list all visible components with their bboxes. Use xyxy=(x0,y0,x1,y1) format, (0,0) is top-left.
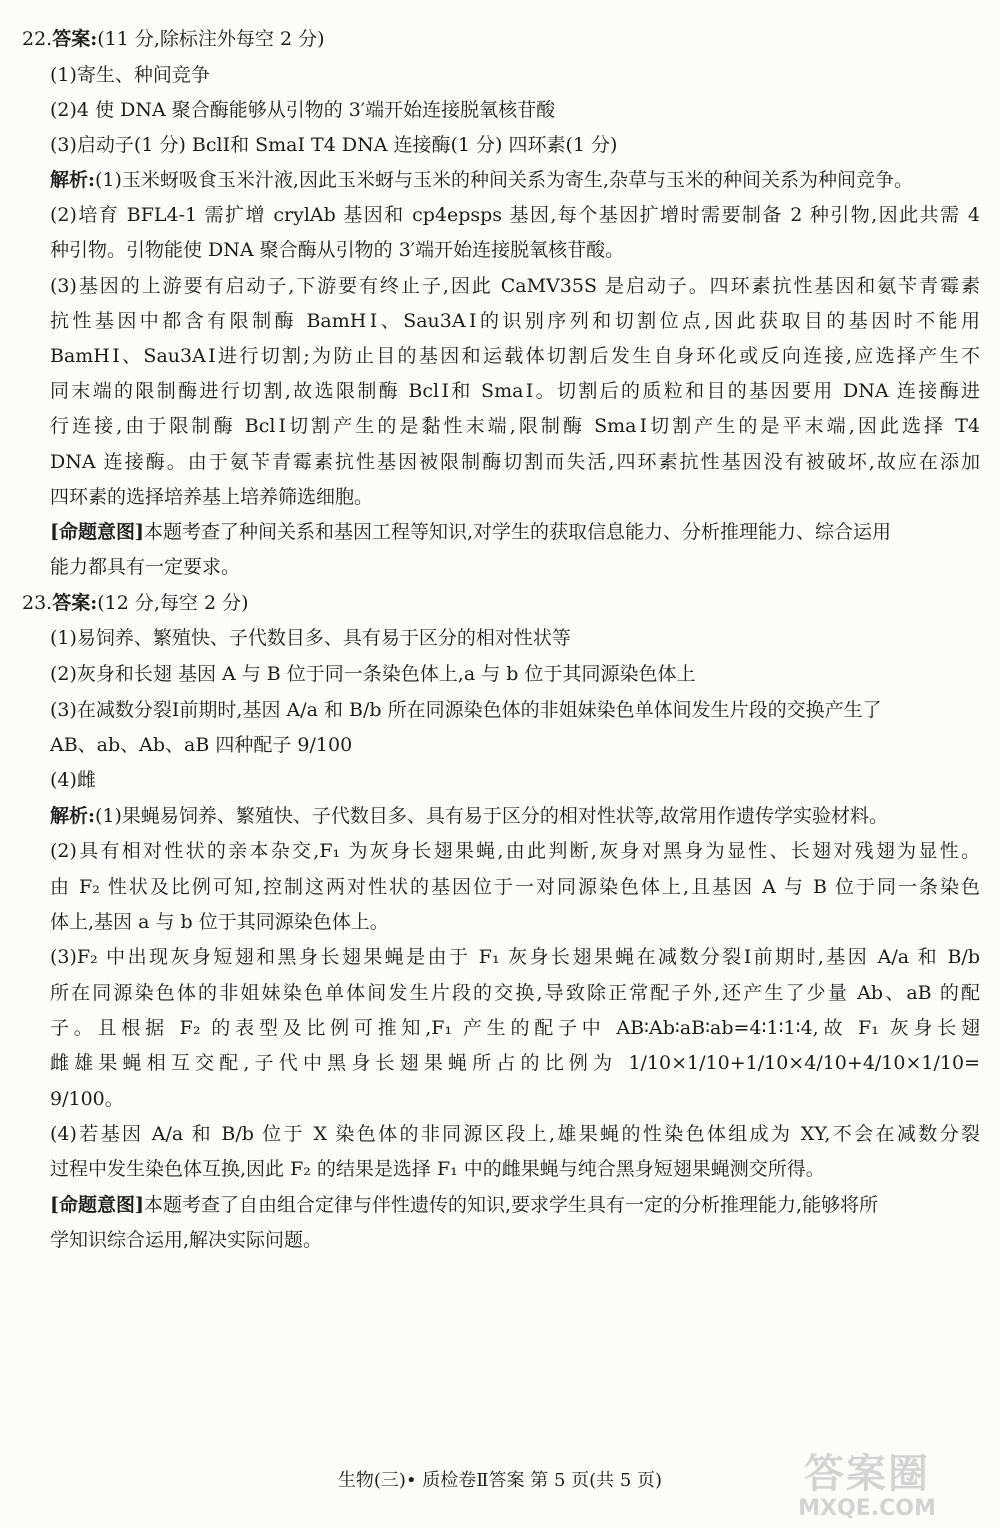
q23-header xyxy=(22,587,952,619)
q22-analysis-text: (1)玉米蚜吸食玉米汁液,因此玉米蚜与玉米的种间关系为寄生,杂草与玉米的种间关系为种间竞争。 xyxy=(95,169,914,191)
q22-intent-line-1 xyxy=(50,516,980,548)
q23-analysis-line-4: 体上,基因 a 与 b 位于其同源染色体上。 xyxy=(50,911,389,933)
watermark-bottom-text: MXQE.COM xyxy=(798,1496,936,1521)
q23-analysis-line-1 xyxy=(50,800,980,832)
q22-answer-3: (3)启动子(1 分) BclⅠ和 SmaⅠ T4 DNA 连接酶(1 分) 四环素(1 分) xyxy=(50,134,618,156)
q22-intent-label: [命题意图] xyxy=(50,521,144,543)
q23-answer-2: (2)灰身和长翅 基因 A 与 B 位于同一条染色体上,a 与 b 位于其同源染色体上 xyxy=(50,663,696,685)
q22-analysis-line-2: (2)培育 BFL4-1 需扩增 crylAb 基因和 cp4epsps 基因,每个基因扩增时需要制备 2 种引物,因此共需 4 xyxy=(50,204,980,226)
q22-analysis-line-9: DNA 连接酶。由于氨苄青霉素抗性基因被限制酶切割而失活,四环素抗性基因没有被破坏,故应在添加 xyxy=(50,451,980,473)
q22-header xyxy=(22,23,952,55)
q23-analysis-line-7: 子。且根据 F₂ 的表型及比例可推知,F₁ 产生的配子中 AB∶Ab∶aB∶ab=4∶1∶1∶4,故 F₁ 灰身长翅 xyxy=(50,1017,980,1039)
q22-analysis-line-1 xyxy=(50,164,980,196)
q22-analysis-line-7: 同末端的限制酶进行切割,故选限制酶 BclⅠ和 SmaⅠ。切割后的质粒和目的基因要用 DNA 连接酶进 xyxy=(50,380,980,402)
q23-analysis-text: (1)果蝇易饲养、繁殖快、子代数目多、具有易于区分的相对性状等,故常用作遗传学实验材料。 xyxy=(95,805,888,827)
q22-analysis-line-8: 行连接,由于限制酶 BclⅠ切割产生的是黏性末端,限制酶 SmaⅠ切割产生的是平末端,因此选择 T4 xyxy=(50,415,980,437)
q22-score-note: (11 分,除标注外每空 2 分) xyxy=(97,28,325,50)
q23-analysis-line-5: (3)F₂ 中出现灰身短翅和黑身长翅果蝇是由于 F₁ 灰身长翅果蝇在减数分裂Ⅰ前期时,基因 A/a 和 B/b xyxy=(50,946,980,968)
q23-analysis-line-8: 雌雄果蝇相互交配,子代中黑身长翅果蝇所占的比例为 1/10×1/10+1/10×4/10+4/10×1/10= xyxy=(50,1052,980,1074)
q22-answer-label: 答案: xyxy=(52,28,98,50)
q23-intent-line-1 xyxy=(50,1189,980,1221)
q23-answer-3-line-1: (3)在减数分裂Ⅰ前期时,基因 A/a 和 B/b 所在同源染色体的非姐妹染色单体间发生片段的交换产生了 xyxy=(50,699,882,721)
q23-analysis-line-6: 所在同源染色体的非姐妹染色单体间发生片段的交换,导致除正常配子外,还产生了少量 Ab、aB 的配 xyxy=(50,982,980,1004)
watermark-top-text: 答案圈 xyxy=(804,1451,930,1497)
q22-analysis-line-4: (3)基因的上游要有启动子,下游要有终止子,因此 CaMV35S 是启动子。四环素抗性基因和氨苄青霉素 xyxy=(50,275,980,297)
q22-intent-line-2: 能力都具有一定要求。 xyxy=(50,556,241,578)
q23-analysis-line-9: 9/100。 xyxy=(50,1088,124,1110)
q23-answer-1: (1)易饲养、繁殖快、子代数目多、具有易于区分的相对性状等 xyxy=(50,627,571,649)
watermark-logo xyxy=(752,1452,982,1524)
q23-intent-label: [命题意图] xyxy=(50,1194,144,1216)
q23-analysis-label: 解析: xyxy=(50,805,96,827)
q23-score-note: (12 分,每空 2 分) xyxy=(97,592,249,614)
q22-answer-2: (2)4 使 DNA 聚合酶能够从引物的 3′端开始连接脱氧核苷酸 xyxy=(50,99,556,121)
q23-analysis-line-11: 过程中发生染色体互换,因此 F₂ 的结果是选择 F₁ 中的雌果蝇与纯合黑身短翅果蝇测交所得。 xyxy=(50,1158,825,1180)
q22-number: 22. xyxy=(22,28,53,50)
q23-analysis-line-10: (4)若基因 A/a 和 B/b 位于 X 染色体的非同源区段上,雄果蝇的性染色体组成为 XY,不会在减数分裂 xyxy=(50,1123,980,1145)
q23-intent-line-2: 学知识综合运用,解决实际问题。 xyxy=(50,1229,323,1251)
q22-analysis-label: 解析: xyxy=(50,169,96,191)
q23-answer-label: 答案: xyxy=(52,592,98,614)
q23-answer-3-line-2: AB、ab、Ab、aB 四种配子 9/100 xyxy=(50,734,353,756)
q23-number: 23. xyxy=(22,592,53,614)
q23-intent-text: 本题考查了自由组合定律与伴性遗传的知识,要求学生具有一定的分析推理能力,能够将所 xyxy=(143,1194,879,1216)
q22-analysis-line-3: 种引物。引物能使 DNA 聚合酶从引物的 3′端开始连接脱氧核苷酸。 xyxy=(50,239,625,261)
q23-analysis-line-2: (2)具有相对性状的亲本杂交,F₁ 为灰身长翅果蝇,由此判断,灰身对黑身为显性、长翅对残翅为显性。 xyxy=(50,840,980,862)
q23-answer-4: (4)雌 xyxy=(50,769,96,791)
q22-analysis-line-5: 抗性基因中都含有限制酶 BamHⅠ、Sau3AⅠ的识别序列和切割位点,因此获取目的基因时不能用 xyxy=(50,310,980,332)
q22-answer-1: (1)寄生、种间竞争 xyxy=(50,64,210,86)
q22-intent-text: 本题考查了种间关系和基因工程等知识,对学生的获取信息能力、分析推理能力、综合运用 xyxy=(143,521,892,543)
q23-analysis-line-3: 由 F₂ 性状及比例可知,控制这两对性状的基因位于一对同源染色体上,且基因 A 与 B 位于同一条染色 xyxy=(50,876,980,898)
q22-analysis-line-10: 四环素的选择培养基上培养筛选细胞。 xyxy=(50,486,374,508)
q22-analysis-line-6: BamHⅠ、Sau3AⅠ进行切割;为防止目的基因和运载体切割后发生自身环化或反向连接,应选择产生不 xyxy=(50,345,980,367)
page-footer: 生物(三)• 质检卷Ⅱ答案 第 5 页(共 5 页) xyxy=(337,1470,663,1491)
